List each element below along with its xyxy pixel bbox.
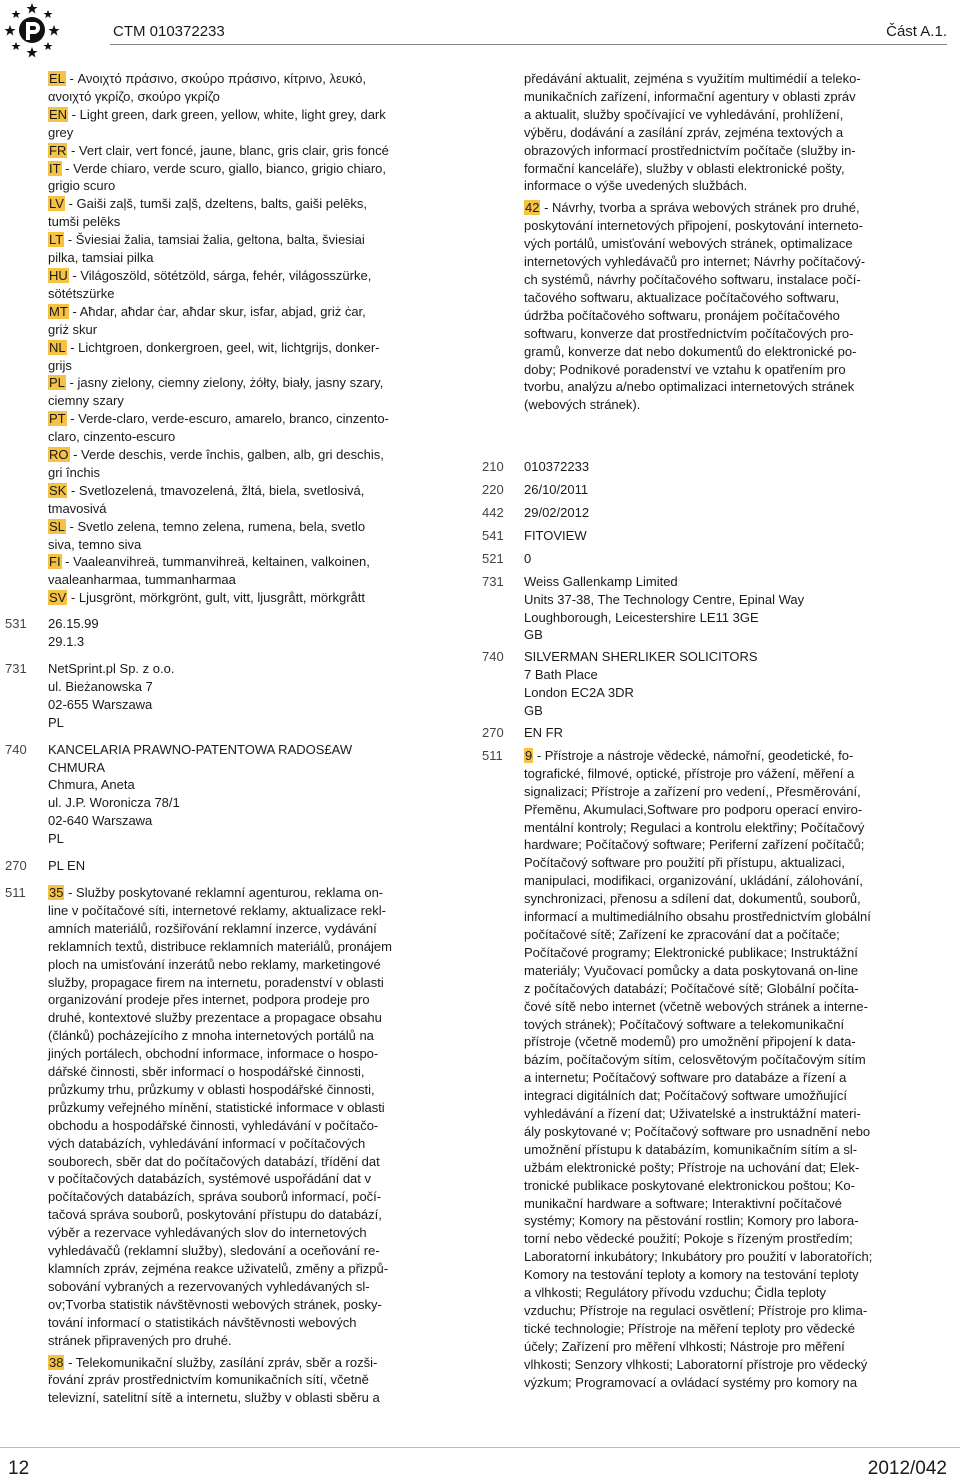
field-220: [482, 481, 906, 499]
text-line: a internetu; Počítačový software pro databáze a řízení a: [524, 1070, 847, 1086]
class-42: 42 - Návrhy, tvorba a správa webových stránek pro druhé, poskytování internetových připojení, poskytování interneto- vých portálů, umisťování webových stránek, optimalizace internetových vyhledávačů pro internet; Návrhy počítačový- ch systémů, návrhy počítačového softwaru, instalace počí- tačového softwaru, aktualizace počítačového softwaru, údržba počítačového softwaru, pronájem počítačového softwaru, konverze dat prostřednictvím počítačových pro- gramů, konverze dat nebo dokumentů do elektronické po- doby; Podnikové poradenství ve vztahu k opatřením pro tvorbu, analýzu a/nebo optimalizaci internetových stránek (webových stránek).: [524, 199, 906, 414]
text-line: obchodu a hospodářské činnosti, vyhledávání v počítačo-: [48, 1117, 379, 1133]
colour-entry: [48, 106, 428, 142]
text-line: televizní, satelitní sítě a internetu, služby v oblasti sběru a: [48, 1390, 380, 1406]
colour-text: - Svetlozelená, tmavozelená, žltá, biela, svetlosivá,: [67, 482, 365, 498]
text-line: tické technologie; Přístroje na měření teploty pro vědecké: [524, 1320, 855, 1336]
field-value: [524, 527, 906, 545]
text-line: vzduchu; Přístroje na regulaci osvětlení; Přístroje pro klima-: [524, 1303, 868, 1318]
text-line: torní nebo vědecké použití; Pokoje s řízeným prostředím;: [524, 1231, 853, 1247]
field-code: 442: [482, 505, 504, 521]
text-line: řování zpráv prostřednictvím komunikačních sítí, včetně: [48, 1372, 369, 1388]
text-line: vaaleanharmaa, tummanharmaa: [48, 572, 236, 588]
language-code: IT: [49, 160, 61, 176]
text-line: v počítačových databázích, systémové uspořádání dat v: [48, 1171, 372, 1187]
text-line: siva, temno siva: [48, 536, 142, 552]
field-value: [524, 648, 906, 720]
text-line: London EC2A 3DR: [524, 685, 634, 701]
text-line: ov;Tvorba statistik návštěvnosti webových stránek, posky-: [48, 1296, 382, 1312]
text-line: údržba počítačového softwaru, pronájem počítačového: [524, 307, 840, 323]
text-line: stránek připravených pro druhé.: [48, 1332, 232, 1348]
text-line: softwaru, konverze dat prostřednictvím počítačových pro-: [524, 325, 854, 341]
colour-text: - Ανοιχτό πράσινο, σκούρο πράσινο, κίτρινο, λευκό,: [65, 71, 367, 86]
text-line: 29.1.3: [48, 634, 85, 650]
field-code: 731: [5, 661, 27, 676]
text-line: munikačních zařízení, informační agentury v oblasti zpráv: [524, 88, 856, 104]
text-line: vyhledávání a řízení dat; Uživatelské a instruktážní materi-: [524, 1106, 861, 1122]
colour-text: - Verde-claro, verde-escuro, amarelo, branco, cinzento-: [66, 411, 389, 427]
text-line: průzkumy veřejného mínění, statistické informace v oblasti: [48, 1099, 385, 1115]
colour-entry: [48, 339, 428, 375]
colour-entry: [48, 267, 428, 303]
colour-text: - Vaaleanvihreä, tummanvihreä, keltainen, valkoinen,: [61, 554, 370, 570]
field-210: [482, 458, 906, 476]
text-line: SILVERMAN SHERLIKER SOLICITORS: [524, 649, 758, 665]
text-line: Laboratorní inkubátory; Inkubátory pro použití v laboratořích;: [524, 1249, 873, 1265]
language-code: EN: [49, 106, 68, 122]
text-line: z počítačových databází; Počítačové sítě; Globální počíta-: [524, 980, 859, 996]
text-line: sobování vybraných a rezervovaných vyhledávaných sl-: [48, 1278, 370, 1294]
text-line: Weiss Gallenkamp Limited: [524, 573, 678, 589]
text-line: 29/02/2012: [524, 505, 590, 521]
text-line: tových stránek); Počítačový software a telekomunikační: [524, 1016, 845, 1032]
text-line: výběr a rezervace vyhledávaných slov do internetových: [48, 1225, 367, 1241]
text-line: PL EN: [48, 858, 86, 874]
field-value: [524, 573, 906, 645]
colour-text: - jasny zielony, ciemny zielony, żółty, biały, jasny szary,: [65, 375, 384, 391]
language-code: PT: [49, 411, 66, 427]
text-line: Počítačové programy; Elektronické publikace; Instruktážní: [524, 944, 858, 960]
text-line: line v počítačové síti, internetové reklamy, aktualizace rekl-: [48, 902, 386, 918]
class-9: 9 - Přístroje a nástroje vědecké, námořní, geodetické, fo- tografické, filmové, optické, přístroje pro vážení, měření a signalizaci; Přístroje a zařízení pro vedení,, Přesměrování, Přeměnu, Akumulaci,Software pro podporu operací enviro- mentální kontroly; Regulaci a kontrolu elektřiny; Počítačový hardware; Počítačový software; Periferní zařízení počítačů; Počítačový software pro použití při přístupu, aktualizaci, manipulaci, modifikaci, organizování, ukládání, zálohování, synchronizaci, přenosu a sdílení dat, dokumentů, souborů, informací a multimediálního obsahu prostřednictvím globální počítačové sítě; Zařízení ke zpracování dat a počítače; Počítačové programy; Elektronické publikace; Instruktážní materiály; Vyučovací pomůcky a data poskytovaná on-line z počítačových databází; Počítačové sítě; Globální počíta- čové sítě nebo internet (včetně webových stránek a interne- tových stránek); Počítačový software a telekomunikační přístroje (včetně modemů) pro umožnění připojení k data- bázím, počítačovým sítím, celosvětovým počítačovým sítím a internetu; Počítačový software pro databáze a řízení a integraci digitálních dat; Počítačový software umožňující vyhledávání a řízení dat; Uživatelské a instruktážní materi- ály poskytované v; Počítačový software pro usnadnění nebo umožnění přístupu k databázím, komunikačním sítím a sl- užbám elektronické pošty; Přístroje na uchování dat; Elek- tronické publikace poskytované elektronickou poštou; Ko- munikační hardware a software; Interaktivní počítačové systémy; Komory na pěstování rostlin; Komory pro labora- torní nebo vědecké použití; Pokoje s řízeným prostředím; Laboratorní inkubátory; Inkubátory pro použití v laboratořích; Komory na testování teploty a komory na testování teploty a vlhkosti; Regulátory přívodu vzduchu; Čidla teploty vzduchu; Přístroje na regulaci osvětlení; Přístroje pro klima- tické technologie; Přístroje na měření teploty pro vědecké účely; Zařízení pro měření vlhkosti; Nástroje pro měření vlhkosti; Senzory vlhkosti; Laboratorní přístroje pro vědecký výzkum; Programovací a ovládací systémy pro komory na: [524, 747, 906, 1392]
text-line: tačová správa souborů, poskytování přístupu do databází,: [48, 1207, 382, 1223]
text-line: (webových stránek).: [524, 397, 641, 413]
field-531: [5, 615, 428, 651]
text-line: synchronizaci, přenosu a sdílení dat, dokumentů, souborů,: [524, 891, 861, 907]
text-line: (článků) pocházejícího z mnoha internetových portálů na: [48, 1028, 374, 1044]
text-line: vých databázích, vyhledávání informací v počítačových: [48, 1135, 366, 1151]
text-line: Chmura, Aneta: [48, 777, 135, 793]
text-line: griż skur: [48, 321, 98, 337]
text-line: gri închis: [48, 464, 101, 480]
language-code: PL: [49, 375, 65, 391]
text-line: 010372233: [524, 459, 590, 475]
text-line: bázím, počítačovým sítím, celosvětovým počítačovým sítím: [524, 1052, 866, 1068]
text-line: pilka, tamsiai pilka: [48, 250, 154, 266]
colour-entry: [48, 231, 428, 267]
page-number: 12: [8, 1458, 30, 1479]
colour-entry: [48, 482, 428, 518]
language-code: NL: [49, 339, 66, 355]
field-731: [5, 660, 428, 732]
colour-entry: [48, 195, 428, 231]
colour-text: - Šviesiai žalia, tamsiai žalia, geltona, balta, šviesiai: [64, 232, 365, 248]
language-code: FI: [49, 554, 61, 570]
text-line: sötétszürke: [48, 285, 115, 301]
text-line: druhé, kontextové služby prezentace a propagace obsahu: [48, 1010, 382, 1026]
language-code: SK: [49, 482, 67, 498]
colour-entry: [48, 446, 428, 482]
colour-entry: [48, 553, 428, 589]
text-line: průzkumy trhu, průzkumy v oblasti hospodářské činnosti,: [48, 1081, 375, 1097]
language-code: SV: [49, 590, 67, 606]
text-line: gramů, konverze dat nebo dokumentů do elektronické po-: [524, 343, 857, 359]
text-line: claro, cinzento-escuro: [48, 429, 176, 445]
field-code: 210: [482, 459, 504, 475]
field-value: [524, 458, 906, 476]
text-line: tronické publikace poskytované elektronickou poštou; Ko-: [524, 1177, 855, 1193]
text-line: ch systémů, návrhy počítačového softwaru, instalace počí-: [524, 271, 861, 287]
text-line: Počítačový software pro použití při přístupu, aktualizaci,: [524, 855, 845, 871]
text-line: služby, propagace firem na internetu, poradenství v oblasti: [48, 974, 384, 990]
text-line: ciemny szary: [48, 393, 124, 409]
text-line: tačového softwaru, aktualizace počítačového softwaru,: [524, 289, 840, 305]
text-line: vlhkosti; Senzory vlhkosti; Laboratorní přístroje pro vědecký: [524, 1356, 868, 1372]
colour-text: - Light green, dark green, yellow, white, light grey, dark: [68, 106, 386, 122]
class-number: 9: [525, 747, 533, 763]
text-line: materiály; Vyučovací pomůcky a data poskytovaná on-line: [524, 962, 859, 978]
field-value: [524, 481, 906, 499]
text-line: souborech, sběr dat do počítačových databází, třídění dat: [48, 1153, 380, 1169]
field-code: 740: [5, 741, 27, 757]
language-code: MT: [49, 303, 68, 319]
field-code: 270: [482, 725, 504, 740]
text-line: poskytování internetových připojení, poskytování interneto-: [524, 218, 863, 234]
text-line: tvorbu, analýzu a/nebo optimalizaci internetových stránek: [524, 379, 855, 395]
field-740: [482, 648, 906, 720]
field-code: 220: [482, 482, 504, 498]
text-line: Loughborough, Leicestershire LE11 3GE: [524, 609, 759, 625]
text-line: počítačových databázích, správa souborů informací, počí-: [48, 1189, 382, 1205]
text-line: informací a multimediálního obsahu prostřednictvím globální: [524, 909, 871, 925]
field-511: [5, 884, 428, 1407]
language-code: HU: [49, 267, 68, 283]
field-270: [5, 857, 428, 875]
text-line: manipulaci, modifikaci, organizování, ukládání, zálohování,: [524, 873, 863, 889]
text-line: výběru, dodávání a zasílání zpráv, zejména textových a: [524, 124, 844, 140]
field-740: [5, 741, 428, 848]
text-line: munikační hardware a software; Interaktivní počítačové: [524, 1195, 842, 1211]
text-line: předávání aktualit, zejména s využitím multimédií a teleko-: [524, 71, 861, 86]
field-code: 270: [5, 858, 27, 874]
text-line: ul. J.P. Woronicza 78/1: [48, 795, 180, 811]
colour-entry: [48, 410, 428, 446]
text-line: ανοιχτό γκρίζο, σκούρο γκρίζο: [48, 88, 220, 104]
colour-text: - Világoszöld, sötétzöld, sárga, fehér, világosszürke,: [68, 267, 372, 283]
text-line: ul. Bieżanowska 7: [48, 678, 153, 694]
text-line: integraci digitálních dat; Počítačový software umožňující: [524, 1088, 847, 1104]
text-line: grey: [48, 124, 74, 140]
text-line: umožnění přístupu k databázím, komunikačním sítím a sl-: [524, 1141, 858, 1157]
text-line: 26/10/2011: [524, 482, 589, 498]
colour-entry: [48, 518, 428, 554]
colour-entry: [48, 589, 428, 607]
text-line: Přeměnu, Akumulaci,Software pro podporu operací enviro-: [524, 801, 863, 817]
text-line: klamních zpráv, zejména reakce uživatelů, změny a přizpů-: [48, 1261, 389, 1276]
text-line: GB: [524, 703, 543, 719]
text-line: formační kanceláře), služby v oblasti elektronické pošty,: [524, 160, 845, 176]
field-value: [48, 857, 428, 875]
text-line: amních materiálů, rozšiřování reklamní inzerce, vydávání: [48, 920, 377, 936]
colour-text: - Verde deschis, verde închis, galben, alb, gri deschis,: [69, 447, 384, 463]
footer-divider: [0, 1447, 960, 1448]
class-38: 38 - Telekomunikační služby, zasílání zpráv, sběr a rozši- řování zpráv prostřednictvím komunikačních sítí, včetně televizní, satelitní sítě a internetu, služby v oblasti sběru a: [48, 1354, 428, 1408]
text-line: reklamních textů, distribuce reklamních materiálů, pronájem: [48, 938, 392, 954]
text-line: Units 37-38, The Technology Centre, Epinal Way: [524, 591, 805, 607]
text-line: PL: [48, 714, 64, 730]
text-line: jiných portálech, obchodní informace, informace o hospo-: [48, 1046, 379, 1062]
text-line: grijs: [48, 357, 72, 373]
colour-entry: [48, 70, 428, 106]
class-number: 38: [49, 1354, 64, 1370]
euipo-logo: [4, 2, 60, 58]
field-code: 541: [482, 527, 504, 543]
text-line: organizování prodeje přes internet, podpora prodeje pro: [48, 992, 370, 1008]
class-number: 42: [525, 200, 540, 216]
colour-entry: [48, 160, 428, 196]
field-code: 740: [482, 649, 504, 665]
text-line: a aktualit, služby spočívající ve vyhledávání, prohlížení,: [524, 106, 844, 122]
text-line: EN FR: [524, 725, 563, 740]
language-code: EL: [49, 71, 65, 86]
colour-list: [48, 70, 428, 607]
field-511: [482, 747, 906, 1392]
field-731: [482, 573, 906, 645]
field-value: [48, 741, 428, 848]
text-line: tování informací o statistikách návštěvnosti webových: [48, 1314, 357, 1330]
text-line: internetových vyhledávačů pro internet; Návrhy počítačový-: [524, 254, 866, 270]
class-35: 35 - Služby poskytované reklamní agenturou, reklama on- line v počítačové síti, internetové reklamy, aktualizace rekl- amních materiálů, rozšiřování reklamní inzerce, vydávání reklamních textů, distribuce reklamních materiálů, pronájem ploch na umisťování inzerátů nebo reklamy, marketingové služby, propagace firem na internetu, poradenství v oblasti organizování prodeje přes internet, podpora prodeje pro druhé, kontextové služby prezentace a propagace obsahu (článků) pocházejícího z mnoha internetových portálů na jiných portálech, obchodní informace, informace o hospo- dářské činnosti, sběr informací o hospodářské činnosti, průzkumy trhu, průzkumy v oblasti hospodářské činnosti, průzkumy veřejného mínění, statistické informace v oblasti obchodu a hospodářské činnosti, vyhledávání v počítačo- vých databázích, vyhledávání informací v počítačových souborech, sběr dat do počítačových databází, třídění dat v počítačových databázích, systémové uspořádání dat v počítačových databázích, správa souborů informací, počí- tačová správa souborů, poskytování přístupu do databází, výběr a rezervace vyhledávaných slov do internetových vyhledávačů (reklamní služby), sledování a oceňování re- klamních zpráv, zejména reakce uživatelů, změny a přizpů- sobování vybraných a rezervovaných vyhledávaných sl- ov;Tvorba statistik návštěvnosti webových stránek, posky- tování informací o statistikách návštěvnosti webových stránek připravených pro druhé.: [48, 884, 428, 1350]
right-column: [482, 70, 906, 1392]
colour-entry: [48, 142, 428, 160]
text-line: účely; Zařízení pro měření vlhkosti; Nástroje pro měření: [524, 1338, 845, 1354]
text-line: tografické, filmové, optické, přístroje pro vážení, měření a: [524, 765, 855, 781]
field-442: [482, 504, 906, 522]
text-line: počítačové sítě; Zařízení ke zpracování dat a počítače;: [524, 926, 840, 942]
colour-text: - Ljusgrönt, mörkgrönt, gult, vitt, ljusgrått, mörkgrått: [67, 590, 366, 606]
text-line: přístroje (včetně modemů) pro umožnění připojení k data-: [524, 1034, 856, 1050]
language-code: LV: [49, 196, 64, 212]
field-value: [48, 615, 428, 651]
field-code: 531: [5, 616, 27, 632]
text-line: Komory na testování teploty a komory na testování teploty: [524, 1267, 859, 1283]
text-line: vyhledávačů (reklamní služby), sledování a oceňování re-: [48, 1243, 380, 1259]
text-line: dářské činnosti, sběr informací o hospodářské činnosti,: [48, 1064, 365, 1080]
text-line: 0: [524, 550, 532, 566]
text-line: ploch na umisťování inzerátů nebo reklamy, marketingové: [48, 956, 381, 972]
colour-entry: [48, 374, 428, 410]
language-code: RO: [49, 447, 69, 463]
text-line: obrazových informací prostřednictvím počítače (služby in-: [524, 142, 856, 158]
text-line: FITOVIEW: [524, 527, 587, 543]
field-code: 731: [482, 573, 504, 589]
text-line: signalizaci; Přístroje a zařízení pro vedení,, Přesměrování,: [524, 783, 861, 799]
field-code: 521: [482, 550, 504, 566]
field-code: 511: [5, 884, 26, 900]
text-line: tmavosivá: [48, 500, 107, 516]
colour-text: - Vert clair, vert foncé, jaune, blanc, gris clair, gris foncé: [67, 142, 389, 158]
text-line: CHMURA: [48, 759, 106, 775]
language-code: SL: [49, 518, 65, 534]
left-column: [5, 70, 428, 1407]
text-line: KANCELARIA PRAWNO-PATENTOWA RADOS£AW: [48, 741, 353, 757]
issue-number: 2012/042: [867, 1458, 947, 1479]
text-line: informace o výše uvedených službách.: [524, 178, 748, 194]
colour-text: - Aħdar, aħdar ċar, aħdar skur, isfar, abjad, griż ċar,: [68, 303, 366, 319]
text-line: GB: [524, 627, 543, 643]
field-value: [524, 550, 906, 568]
field-list: [482, 458, 906, 742]
header-divider: [110, 44, 947, 45]
text-line: doby; Podnikové poradenství ve vztahu k opatřením pro: [524, 361, 846, 377]
text-line: systémy; Komory na pěstování rostlin; Komory pro labora-: [524, 1213, 859, 1229]
text-line: vých portálů, umisťování webových stránek, optimalizace: [524, 236, 853, 252]
text-line: PL: [48, 831, 64, 847]
class-38-continuation: [524, 70, 906, 195]
colour-text: - Svetlo zelena, temno zelena, rumena, bela, svetlo: [65, 518, 366, 534]
field-value: [524, 504, 906, 522]
field-270: [482, 724, 906, 742]
text-line: hardware; Počítačový software; Periferní zařízení počítačů;: [524, 837, 865, 853]
field-value: [524, 724, 906, 742]
text-line: 7 Bath Place: [524, 667, 598, 683]
text-line: ály poskytované v; Počítačový software pro usnadnění nebo: [524, 1123, 871, 1139]
field-code: 511: [482, 747, 503, 763]
language-code: LT: [49, 232, 64, 248]
section-label: Část A.1.: [886, 23, 947, 40]
text-line: tumši pelēks: [48, 214, 121, 230]
class-number: 35: [49, 884, 64, 900]
colour-text: - Gaiši zaļš, tumši zaļš, dzeltens, balts, gaiši pelēks,: [64, 196, 367, 212]
text-line: čové sítě nebo internet (včetně webových stránek a interne-: [524, 998, 868, 1014]
text-line: NetSprint.pl Sp. z o.o.: [48, 661, 175, 676]
colour-text: - Verde chiaro, verde scuro, giallo, bianco, grigio chiaro,: [61, 160, 387, 176]
text-line: grigio scuro: [48, 178, 116, 194]
text-line: 02-655 Warszawa: [48, 696, 153, 712]
colour-text: - Lichtgroen, donkergroen, geel, wit, lichtgrijs, donker-: [66, 339, 380, 355]
field-541: [482, 527, 906, 545]
text-line: užbám elektronické pošty; Přístroje na uchování dat; Elek-: [524, 1159, 860, 1175]
colour-entry: [48, 303, 428, 339]
field-521: [482, 550, 906, 568]
document-id: CTM 010372233: [113, 23, 225, 40]
text-line: a vlhkosti; Regulátory přívodu vzduchu; Čidla teploty: [524, 1285, 827, 1301]
text-line: 26.15.99: [48, 616, 99, 632]
text-line: výzkum; Programovací a ovládací systémy pro komory na: [524, 1374, 858, 1390]
field-value: [48, 660, 428, 732]
text-line: mentální kontroly; Regulaci a kontrolu elektřiny; Počítačový: [524, 819, 865, 835]
text-line: 02-640 Warszawa: [48, 813, 153, 829]
language-code: FR: [49, 142, 67, 158]
